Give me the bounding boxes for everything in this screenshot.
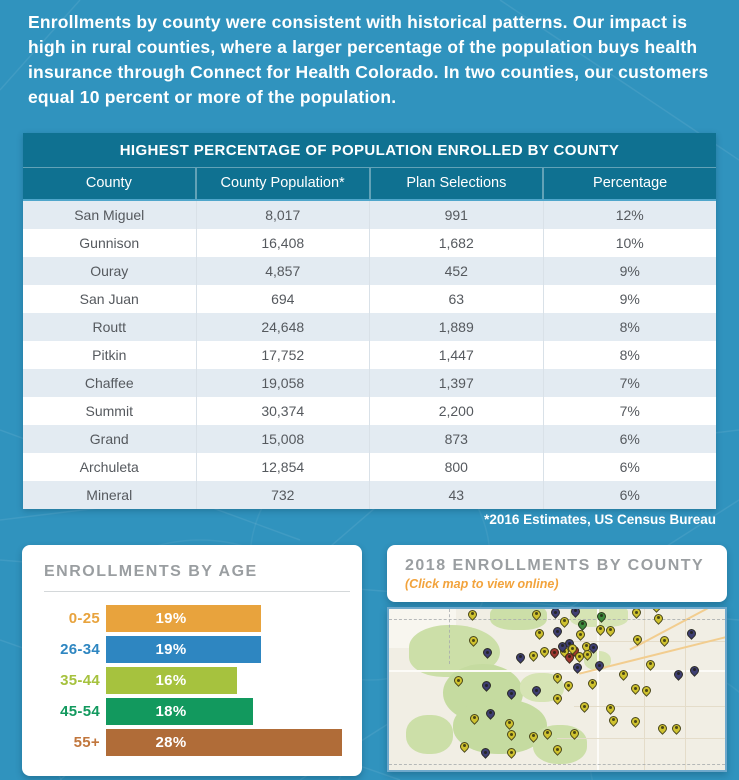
map-pin[interactable] — [540, 647, 549, 656]
cell-percentage: 9% — [543, 285, 717, 313]
table-header-row — [23, 168, 716, 201]
cell-population: 8,017 — [196, 201, 370, 229]
age-bar-value: 18% — [155, 703, 187, 720]
map-pin[interactable] — [460, 742, 469, 751]
cell-percentage: 8% — [543, 313, 717, 341]
cell-county: Archuleta — [79, 459, 139, 475]
cell-population: 19,058 — [196, 369, 370, 397]
map-pin[interactable] — [580, 702, 589, 711]
map-pin[interactable] — [672, 724, 681, 733]
age-bar-row — [36, 605, 362, 632]
pin-dot — [567, 684, 570, 687]
cell-county: San Miguel — [74, 207, 145, 223]
map-pin[interactable] — [568, 644, 577, 653]
age-bar-value: 19% — [155, 610, 187, 627]
age-bars — [36, 605, 362, 756]
cell-county: Summit — [85, 403, 133, 419]
table-row — [23, 453, 716, 481]
cell-plan-selections: 1,889 — [369, 313, 543, 341]
cell-population: 17,752 — [196, 341, 370, 369]
cell-population: 12,854 — [196, 453, 370, 481]
map-pin[interactable] — [551, 608, 560, 617]
map-pin[interactable] — [507, 689, 516, 698]
table-body — [23, 201, 716, 509]
map-header-card — [387, 545, 727, 602]
cell-population: 15,008 — [196, 425, 370, 453]
cell-plan-selections: 873 — [369, 425, 543, 453]
age-group-label: 55+ — [73, 734, 100, 751]
map-pin[interactable] — [543, 729, 552, 738]
map-pin[interactable] — [687, 629, 696, 638]
age-group-label: 26-34 — [60, 641, 100, 658]
cell-percentage: 7% — [543, 397, 717, 425]
map-pin[interactable] — [595, 661, 604, 670]
pin-dot — [655, 607, 658, 608]
pin-dot — [583, 705, 586, 708]
map-pin[interactable] — [571, 607, 580, 616]
pin-dot — [510, 692, 513, 695]
pin-dot — [663, 639, 666, 642]
map-pin[interactable] — [564, 681, 573, 690]
cell-plan-selections: 800 — [369, 453, 543, 481]
column-header-percentage: Percentage — [542, 168, 716, 199]
pin-dot — [554, 611, 557, 614]
map-pin[interactable] — [529, 651, 538, 660]
map-pin[interactable] — [454, 676, 463, 685]
pin-dot — [573, 731, 576, 734]
map-pins — [389, 609, 725, 770]
map-pin[interactable] — [570, 729, 579, 738]
map-pin[interactable] — [553, 627, 562, 636]
cell-plan-selections: 63 — [369, 285, 543, 313]
map-pin[interactable] — [674, 670, 683, 679]
age-group-label: 0-25 — [68, 610, 100, 627]
map-pin[interactable] — [631, 684, 640, 693]
map-pin[interactable] — [553, 673, 562, 682]
enrollments-map[interactable] — [387, 607, 727, 772]
table-row — [23, 313, 716, 341]
pin-dot — [538, 631, 541, 634]
map-pin[interactable] — [532, 686, 541, 695]
map-pin[interactable] — [482, 681, 491, 690]
pin-dot — [484, 751, 487, 754]
map-pin[interactable] — [532, 610, 541, 619]
age-bar — [106, 729, 342, 756]
pin-dot — [571, 647, 574, 650]
cell-county: San Juan — [79, 291, 139, 307]
map-pin[interactable] — [597, 612, 606, 621]
map-pin[interactable] — [468, 610, 477, 619]
pin-dot — [510, 751, 513, 754]
table-row — [23, 369, 716, 397]
map-title: 2018 ENROLLMENTS BY COUNTY — [405, 557, 705, 574]
cell-population: 30,374 — [196, 397, 370, 425]
pin-dot — [535, 689, 538, 692]
map-pin[interactable] — [553, 694, 562, 703]
age-group-label: 35-44 — [60, 672, 100, 689]
pin-dot — [622, 672, 625, 675]
cell-county: Mineral — [86, 487, 133, 503]
pin-dot — [586, 653, 589, 656]
pin-dot — [556, 697, 559, 700]
table-title: HIGHEST PERCENTAGE OF POPULATION ENROLLED BY COUNTY — [23, 133, 716, 168]
age-bar — [106, 636, 261, 663]
map-pin[interactable] — [658, 724, 667, 733]
map-pin[interactable] — [631, 717, 640, 726]
table-row — [23, 201, 716, 229]
pin-dot — [556, 748, 559, 751]
map-pin[interactable] — [633, 635, 642, 644]
enrollments-by-age-card — [22, 545, 362, 776]
map-pin[interactable] — [507, 748, 516, 757]
cell-percentage: 6% — [543, 425, 717, 453]
cell-county: Grand — [89, 431, 129, 447]
map-pin[interactable] — [560, 617, 569, 626]
map-pin[interactable] — [606, 704, 615, 713]
map-pin[interactable] — [573, 663, 582, 672]
age-bar-row — [36, 636, 362, 663]
age-bar — [106, 667, 237, 694]
table-row — [23, 397, 716, 425]
title-divider — [44, 591, 350, 592]
map-pin[interactable] — [589, 643, 598, 652]
column-header-population: County Population* — [195, 168, 369, 199]
age-bar-row — [36, 698, 362, 725]
map-pin[interactable] — [690, 666, 699, 675]
cell-percentage: 7% — [543, 369, 717, 397]
map-pin[interactable] — [558, 642, 567, 651]
pin-dot — [463, 744, 466, 747]
cell-plan-selections: 991 — [369, 201, 543, 229]
pin-dot — [636, 638, 639, 641]
age-bar — [106, 698, 253, 725]
map-pin[interactable] — [516, 653, 525, 662]
map-pin[interactable] — [529, 732, 538, 741]
pin-dot — [457, 679, 460, 682]
pin-dot — [563, 619, 566, 622]
cell-county: Gunnison — [79, 235, 140, 251]
cell-plan-selections: 452 — [369, 257, 543, 285]
map-pin[interactable] — [535, 629, 544, 638]
map-pin[interactable] — [481, 748, 490, 757]
map-pin[interactable] — [609, 716, 618, 725]
cell-plan-selections: 43 — [369, 481, 543, 509]
cell-percentage: 9% — [543, 257, 717, 285]
cell-percentage: 8% — [543, 341, 717, 369]
map-pin[interactable] — [576, 630, 585, 639]
map-pin[interactable] — [507, 730, 516, 739]
pin-dot — [592, 646, 595, 649]
county-table — [23, 133, 716, 509]
map-pin[interactable] — [470, 714, 479, 723]
cell-county: Pitkin — [92, 347, 127, 363]
map-pin[interactable] — [646, 660, 655, 669]
map-pin[interactable] — [619, 670, 628, 679]
pin-dot — [634, 687, 637, 690]
map-pin[interactable] — [486, 709, 495, 718]
map-pin[interactable] — [652, 607, 661, 611]
table-footnote: *2016 Estimates, US Census Bureau — [484, 512, 716, 527]
age-chart-title: ENROLLMENTS BY AGE — [44, 563, 258, 580]
map-pin[interactable] — [553, 745, 562, 754]
pin-dot — [532, 654, 535, 657]
pin-dot — [579, 633, 582, 636]
cell-percentage: 12% — [543, 201, 717, 229]
pin-dot — [585, 644, 588, 647]
cell-percentage: 6% — [543, 481, 717, 509]
age-bar-row — [36, 729, 362, 756]
pin-dot — [553, 651, 556, 654]
age-group-label: 45-54 — [60, 703, 100, 720]
column-header-county: County — [85, 175, 132, 191]
cell-population: 24,648 — [196, 313, 370, 341]
pin-shape — [650, 607, 663, 613]
age-bar-value: 28% — [155, 734, 187, 751]
age-bar-value: 16% — [155, 672, 187, 689]
map-pin[interactable] — [588, 679, 597, 688]
map-pin[interactable] — [632, 608, 641, 617]
map-pin[interactable] — [469, 636, 478, 645]
cell-county: Routt — [92, 319, 126, 335]
cell-population: 694 — [196, 285, 370, 313]
map-pin[interactable] — [505, 719, 514, 728]
pin-dot — [634, 720, 637, 723]
cell-percentage: 10% — [543, 229, 717, 257]
cell-plan-selections: 1,397 — [369, 369, 543, 397]
table-row — [23, 285, 716, 313]
cell-population: 4,857 — [196, 257, 370, 285]
cell-county: Chaffee — [84, 375, 134, 391]
pin-dot — [519, 655, 522, 658]
table-row — [23, 229, 716, 257]
map-pin[interactable] — [660, 636, 669, 645]
cell-population: 732 — [196, 481, 370, 509]
table-row — [23, 257, 716, 285]
pin-dot — [543, 650, 546, 653]
table-row — [23, 425, 716, 453]
age-bar — [106, 605, 261, 632]
column-header-plan-selections: Plan Selections — [369, 168, 543, 199]
table-row — [23, 341, 716, 369]
cell-population: 16,408 — [196, 229, 370, 257]
cell-plan-selections: 1,682 — [369, 229, 543, 257]
table-row — [23, 481, 716, 509]
map-pin[interactable] — [483, 648, 492, 657]
map-pin[interactable] — [578, 620, 587, 629]
cell-percentage: 6% — [543, 453, 717, 481]
pin-dot — [546, 731, 549, 734]
age-bar-row — [36, 667, 362, 694]
intro-paragraph: Enrollments by county were consistent with historical patterns. Our impact is high in rural counties, where a larger percentage of the population buys health insurance through Connect for Health Colorado. In two counties, our customers equal 10 percent or more of the population. — [28, 12, 709, 108]
map-subtitle: (Click map to view online) — [405, 577, 559, 591]
age-bar-value: 19% — [155, 641, 187, 658]
pin-dot — [677, 672, 680, 675]
map-pin[interactable] — [642, 686, 651, 695]
cell-plan-selections: 1,447 — [369, 341, 543, 369]
cell-plan-selections: 2,200 — [369, 397, 543, 425]
cell-county: Ouray — [90, 263, 129, 279]
pin-dot — [578, 655, 581, 658]
map-pin[interactable] — [606, 626, 615, 635]
map-pin[interactable] — [654, 614, 663, 623]
map-pin[interactable] — [596, 625, 605, 634]
pin-dot — [576, 666, 579, 669]
